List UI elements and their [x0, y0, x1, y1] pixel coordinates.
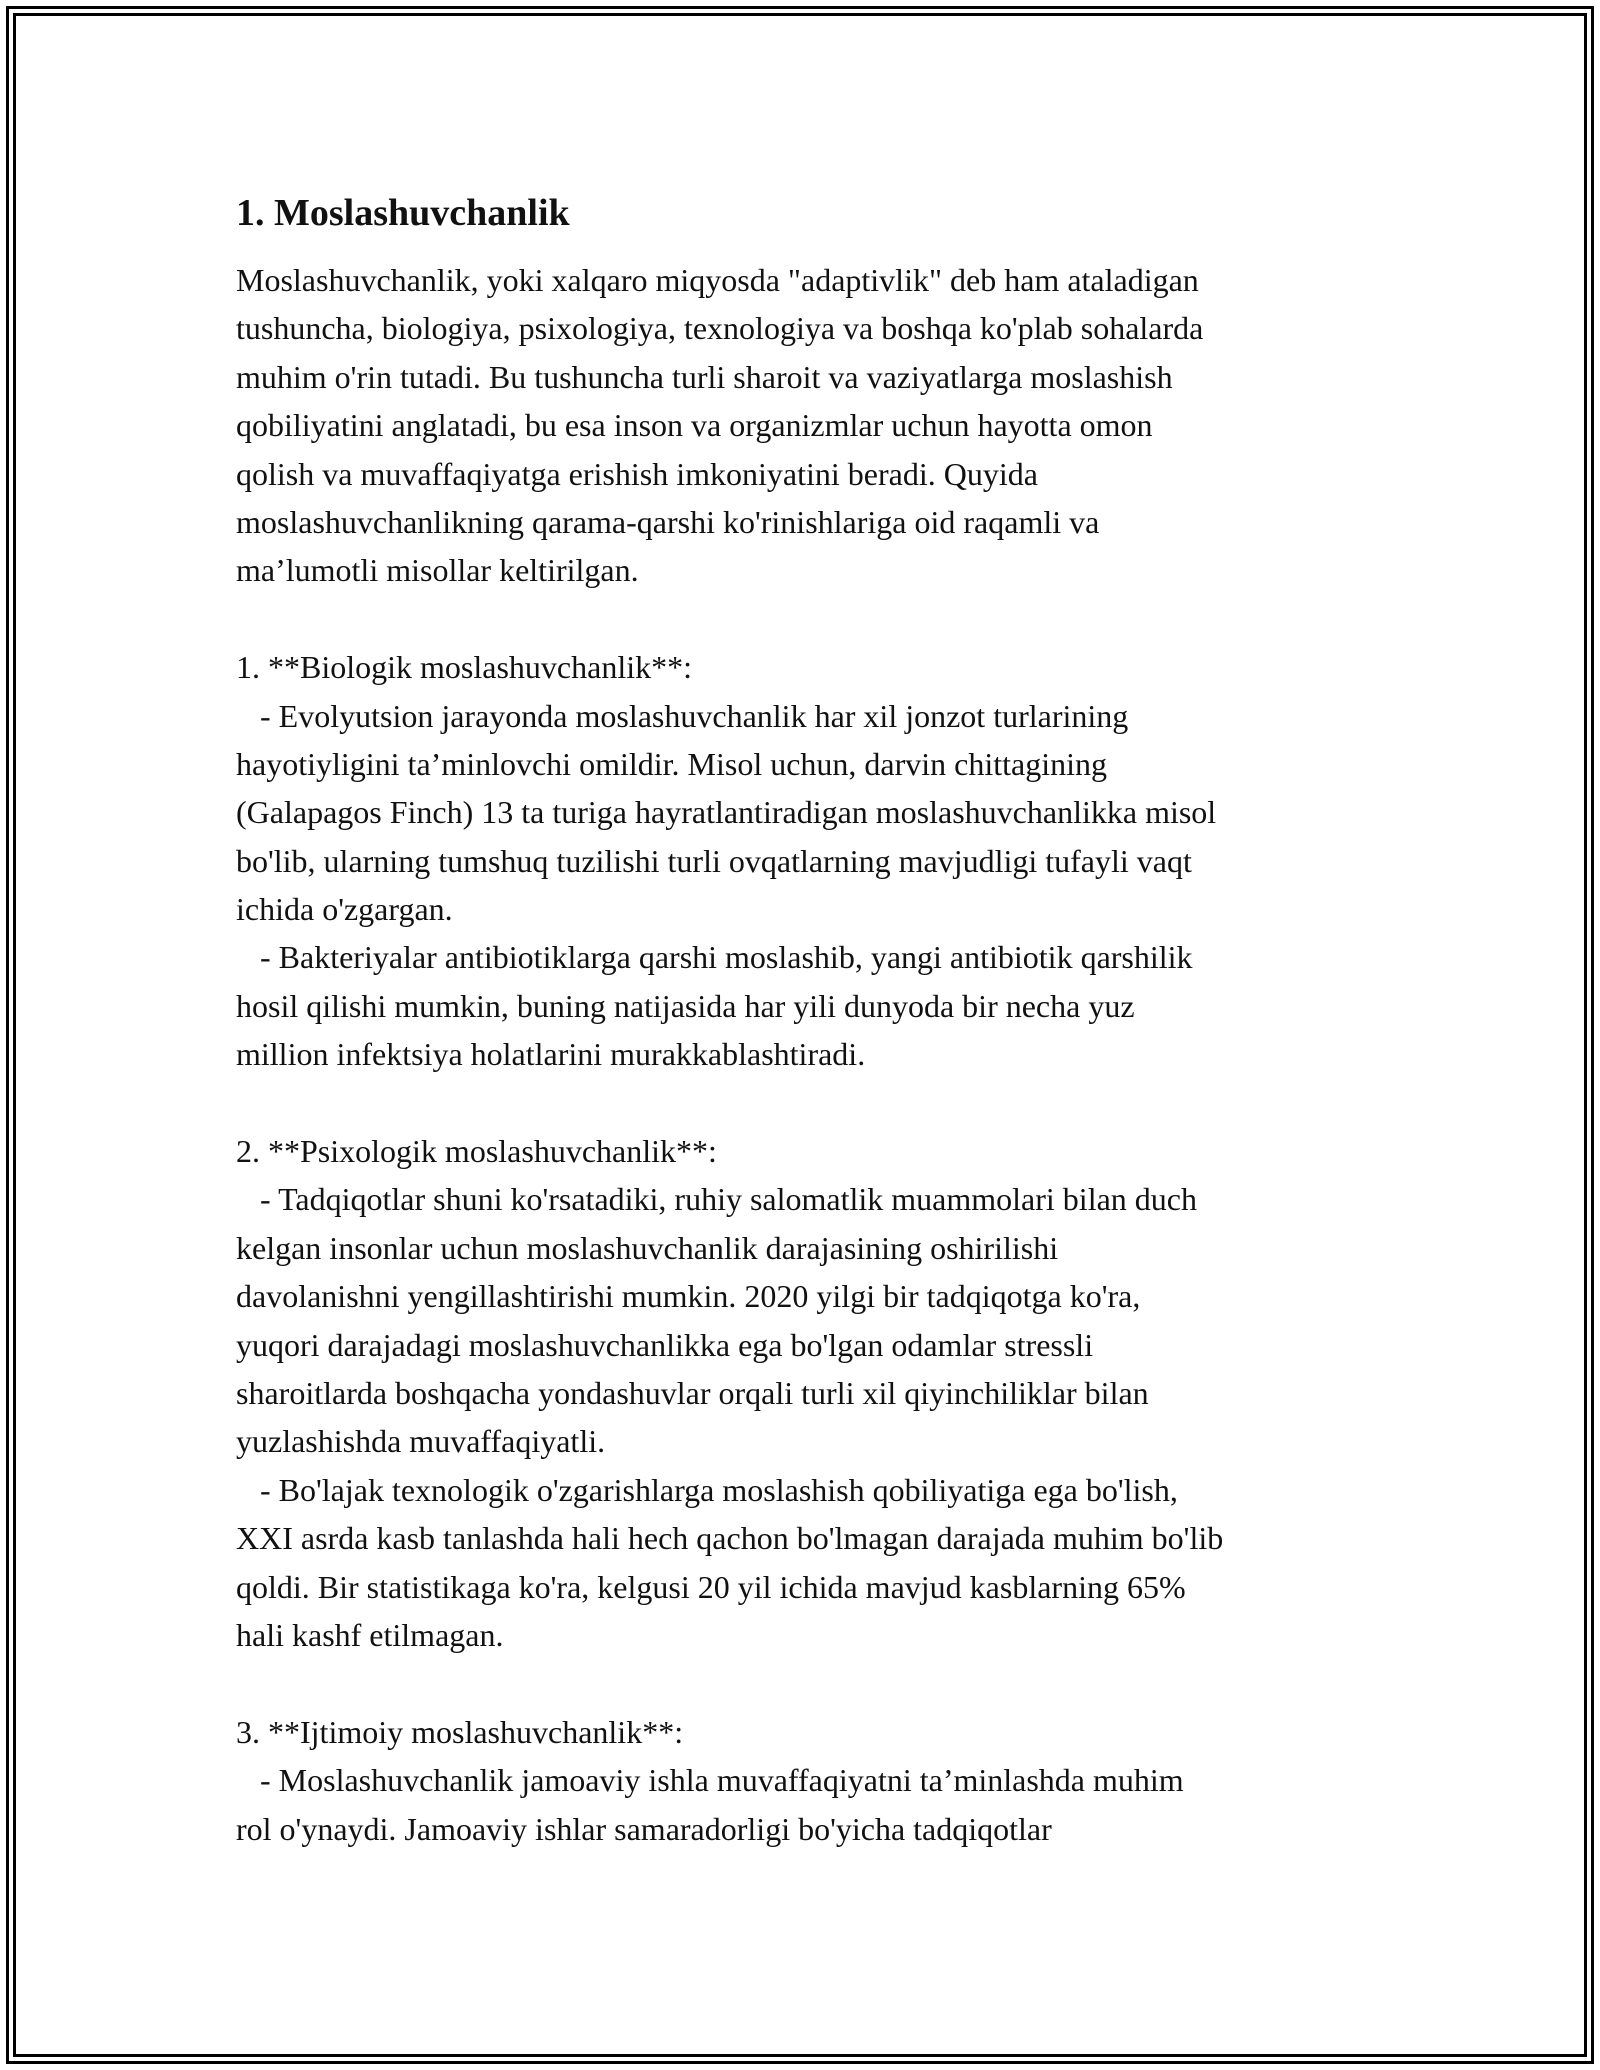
text-line: - Bakteriyalar antibiotiklarga qarshi moslashib, yangi antibiotik qarshilik: [236, 939, 1193, 976]
section-heading: 2. **Psixologik moslashuvchanlik**:: [236, 1133, 717, 1170]
intro-paragraph: [236, 256, 1386, 595]
text-line: qobiliyatini anglatadi, bu esa inson va organizmlar uchun hayotta omon: [236, 407, 1153, 444]
text-line: sharoitlarda boshqacha yondashuvlar orqali turli xil qiyinchiliklar bilan: [236, 1374, 1149, 1411]
text-line: muhim o'rin tutadi. Bu tushuncha turli sharoit va vaziyatlarga moslashish: [236, 358, 1173, 395]
text-line: yuzlashishda muvaffaqiyatli.: [236, 1423, 606, 1460]
text-line: hali kashf etilmagan.: [236, 1616, 504, 1653]
text-line: kelgan insonlar uchun moslashuvchanlik darajasining oshirilishi: [236, 1229, 1059, 1266]
text-line: tushuncha, biologiya, psixologiya, texnologiya va boshqa ko'plab sohalarda: [236, 310, 1204, 347]
section-heading: 1. **Biologik moslashuvchanlik**:: [236, 649, 692, 686]
text-line: hosil qilishi mumkin, buning natijasida har yili dunyoda bir necha yuz: [236, 987, 1135, 1024]
text-line: rol o'ynaydi. Jamoaviy ishlar samaradorligi bo'yicha tadqiqotlar: [236, 1810, 1052, 1847]
text-line: (Galapagos Finch) 13 ta turiga hayratlantiradigan moslashuvchanlikka misol: [236, 794, 1217, 831]
text-line: - Evolyutsion jarayonda moslashuvchanlik har xil jonzot turlarining: [236, 697, 1129, 734]
text-line: davolanishni yengillashtirishi mumkin. 2020 yilgi bir tadqiqotga ko'ra,: [236, 1278, 1141, 1315]
blank-line: [236, 1079, 1386, 1127]
text-line: - Tadqiqotlar shuni ko'rsatadiki, ruhiy salomatlik muammolari bilan duch: [236, 1181, 1197, 1218]
document-body: [236, 186, 1386, 1853]
section-social: [236, 1708, 1386, 1853]
blank-line: [236, 595, 1386, 643]
text-line: bo'lib, ularning tumshuq tuzilishi turli ovqatlarning mavjudligi tufayli vaqt: [236, 842, 1192, 879]
text-line: moslashuvchanlikning qarama-qarshi ko'rinishlariga oid raqamli va: [236, 503, 1100, 540]
section-heading: 3. **Ijtimoiy moslashuvchanlik**:: [236, 1713, 684, 1750]
page-title: 1. Moslashuvchanlik: [236, 192, 570, 234]
text-line: hayotiyligini ta’minlovchi omildir. Misol uchun, darvin chittagining: [236, 745, 1108, 782]
blank-line: [236, 1659, 1386, 1707]
text-line: million infektsiya holatlarini murakkablashtiradi.: [236, 1036, 866, 1073]
text-line: qolish va muvaffaqiyatga erishish imkoniyatini beradi. Quyida: [236, 455, 1038, 492]
text-line: ichida o'zgargan.: [236, 891, 453, 928]
text-line: XXI asrda kasb tanlashda hali hech qachon bo'lmagan darajada muhim bo'lib: [236, 1520, 1224, 1557]
text-line: qoldi. Bir statistikaga ko'ra, kelgusi 20 yil ichida mavjud kasblarning 65%: [236, 1568, 1186, 1605]
text-line: ma’lumotli misollar keltirilgan.: [236, 552, 639, 589]
text-line: Moslashuvchanlik, yoki xalqaro miqyosda "adaptivlik" deb ham ataladigan: [236, 262, 1199, 298]
section-biological: [236, 643, 1386, 1079]
text-line: yuqori darajadagi moslashuvchanlikka ega bo'lgan odamlar stressli: [236, 1326, 1094, 1363]
text-line: - Moslashuvchanlik jamoaviy ishla muvaffaqiyatni ta’minlashda muhim: [236, 1762, 1184, 1799]
section-psychological: [236, 1127, 1386, 1659]
text-line: - Bo'lajak texnologik o'zgarishlarga moslashish qobiliyatiga ega bo'lish,: [236, 1471, 1178, 1508]
